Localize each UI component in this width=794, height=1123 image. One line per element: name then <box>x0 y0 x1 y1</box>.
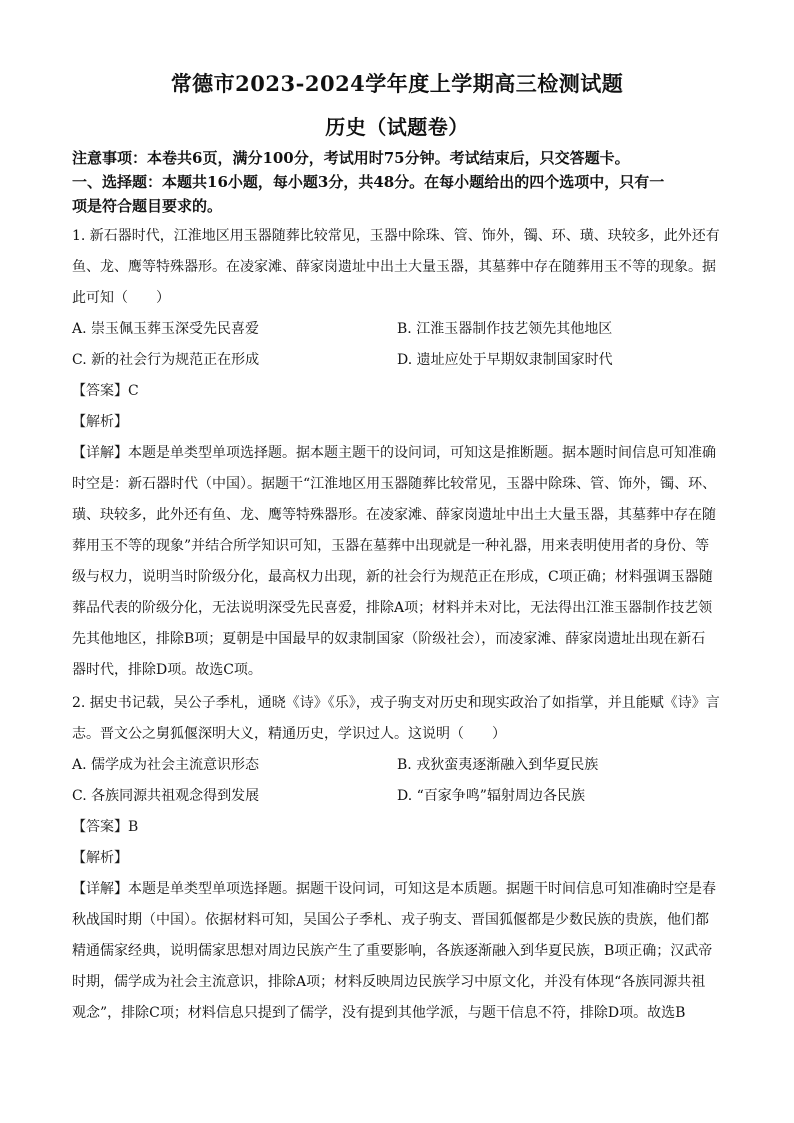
option-a: A. 崇玉佩玉葬玉深受先民喜爱 <box>72 321 260 337</box>
question-stem-line: 2. 据史书记载，吴公子季札，通晓《诗》《乐》，戎子驹支对历史和现实政治了如指掌，并且能赋《诗》言 <box>72 695 720 711</box>
detail-line: 葬品代表的阶级分化，无法说明深受先民喜爱，排除A项；材料并未对比，无法得出江淮玉器制作技艺领 <box>72 600 713 616</box>
option-d: D. 遗址应处于早期奴隶制国家时代 <box>397 352 613 368</box>
detail-line: 璜、玦较多，此外还有鱼、龙、鹰等特殊器形。在凌家滩、薛家岗遗址中出土大量玉器，其墓葬中存在随 <box>72 507 716 523</box>
question-stem-line: 1. 新石器时代，江淮地区用玉器随葬比较常见，玉器中除珠、管、饰外，镯、环、璜、玦较多，此外还有 <box>72 228 720 244</box>
option-c: C. 新的社会行为规范正在形成 <box>72 352 260 368</box>
option-b: B. 江淮玉器制作技艺领先其他地区 <box>397 321 613 337</box>
page-title: 常德市2023-2024学年度上学期高三检测试题 <box>170 71 624 96</box>
page-subtitle: 历史（试题卷） <box>325 115 469 139</box>
option-b: B. 戎狄蛮夷逐渐融入到华夏民族 <box>397 757 599 773</box>
option-d: D. “百家争鸣”辐射周边各民族 <box>397 788 585 804</box>
detail-line: 级与权力，说明当时阶级分化，最高权力出现，新的社会行为规范正在形成，C项正确；材料强调玉器随 <box>72 569 713 585</box>
section-heading-line: 一、选择题：本题共16小题，每小题3分，共48分。在每小题给出的四个选项中，只有一 <box>72 173 665 191</box>
detail-line: 秋战国时期（中国）。依据材料可知，吴国公子季札、戎子驹支、晋国狐偃都是少数民族的贵族，他们都 <box>72 912 709 928</box>
question-stem-line: 此可知（ ） <box>72 290 170 306</box>
question-stem-line: 鱼、龙、鹰等特殊器形。在凌家滩、薛家岗遗址中出土大量玉器，其墓葬中存在随葬用玉不等的现象。据 <box>72 259 716 275</box>
notice-text: 注意事项：本卷共6页，满分100分，考试用时75分钟。考试结束后，只交答题卡。 <box>72 149 630 167</box>
detail-line: 时空是：新石器时代（中国）。据题干“江淮地区用玉器随葬比较常见，玉器中除珠、管、饰外，镯、环、 <box>72 476 717 492</box>
detail-line: 精通儒家经典，说明儒家思想对周边民族产生了重要影响，各族逐渐融入到华夏民族，B项正确；汉武帝 <box>72 943 713 959</box>
detail-line: 观念”，排除C项；材料信息只提到了儒学，没有提到其他学派，与题干信息不符，排除D项。故选B <box>72 1005 686 1021</box>
analysis-label: 【解析】 <box>72 414 128 430</box>
detail-line: 时期，儒学成为社会主流意识，排除A项；材料反映周边民族学习中原文化，并没有体现“各族同源共祖 <box>72 974 706 990</box>
detail-line: 【详解】本题是单类型单项选择题。据本题主题干的设问词，可知这是推断题。据本题时间信息可知准确 <box>72 445 716 461</box>
detail-line: 器时代，排除D项。故选C项。 <box>72 662 262 678</box>
option-a: A. 儒学成为社会主流意识形态 <box>72 757 260 773</box>
option-c: C. 各族同源共祖观念得到发展 <box>72 788 260 804</box>
answer-label: 【答案】B <box>72 819 139 835</box>
detail-line: 葬用玉不等的现象”并结合所学知识可知，玉器在墓葬中出现就是一种礼器，用来表明使用者的身份、等 <box>72 538 710 554</box>
section-heading-line: 项是符合题目要求的。 <box>72 197 223 215</box>
detail-line: 【详解】本题是单类型单项选择题。据题干设问词，可知这是本质题。据题干时间信息可知准确时空是春 <box>72 881 716 897</box>
answer-label: 【答案】C <box>72 383 139 399</box>
question-stem-line: 志。晋文公之舅狐偃深明大义，精通历史，学识过人。这说明（ ） <box>72 726 506 742</box>
analysis-label: 【解析】 <box>72 850 128 866</box>
detail-line: 先其他地区，排除B项；夏朝是中国最早的奴隶制国家（阶级社会），而凌家滩、薛家岗遗址出现在新石 <box>72 631 706 647</box>
